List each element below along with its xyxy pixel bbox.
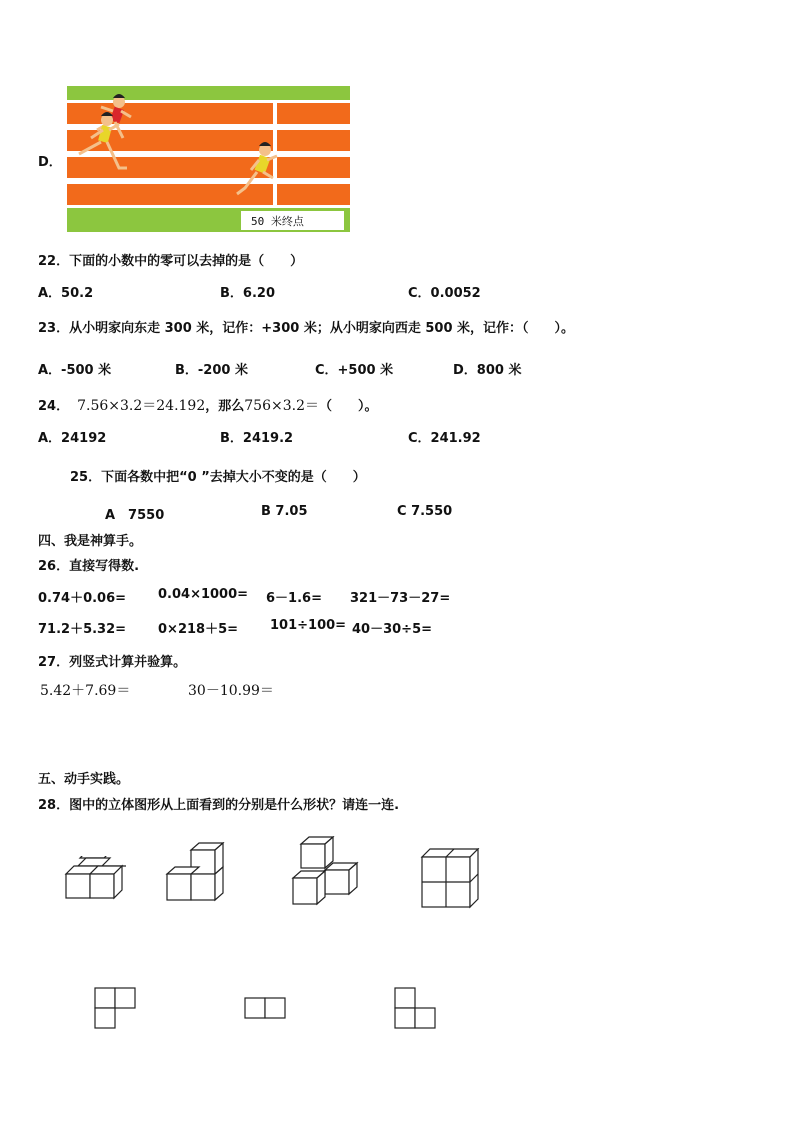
q23-option-b: B．-200 米 xyxy=(175,363,248,378)
q24-option-c: C．241.92 xyxy=(408,431,481,446)
q27-expression: 30－10.99＝ xyxy=(188,683,274,699)
q24-option-b: B．2419.2 xyxy=(220,431,294,446)
q24-middle-text: ，那么 xyxy=(205,399,245,414)
q25-option-a: A 7550 xyxy=(105,508,165,523)
q25-option-b: B 7.05 xyxy=(261,504,308,519)
question-28-stem: 28．图中的立体图形从上面看到的分别是什么形状？请连一连. xyxy=(38,798,400,813)
q26-item: 71.2＋5.32= xyxy=(38,622,127,637)
top-view-shape-3 xyxy=(394,987,436,1029)
q23-option-a: A．-500 米 xyxy=(38,363,112,378)
q26-item: 0.04×1000= xyxy=(158,587,249,602)
running-track-image xyxy=(67,86,350,232)
q26-item: 6－1.6= xyxy=(266,591,322,606)
solid-figure-4 xyxy=(420,848,484,910)
section-4-title: 四、我是神算手。 xyxy=(38,534,143,549)
q24-number: 24． xyxy=(38,399,70,414)
top-view-shape-2 xyxy=(244,997,286,1019)
section-5-title: 五、动手实践。 xyxy=(38,772,130,787)
q26-item: 101÷100= xyxy=(270,618,347,633)
q24-blank: （ ）。 xyxy=(318,399,378,414)
q24-option-a: A．24192 xyxy=(38,431,107,446)
q26-item: 321－73－27= xyxy=(350,591,451,606)
q22-option-a: A．50.2 xyxy=(38,286,94,301)
q26-item: 40－30÷5= xyxy=(352,622,433,637)
track-caption: 50 米终点 xyxy=(251,215,304,228)
solid-figure-2 xyxy=(165,842,227,904)
question-26-stem: 26．直接写得数. xyxy=(38,559,140,574)
q23-option-c: C．+500 米 xyxy=(315,363,394,378)
solid-figure-3 xyxy=(291,836,361,906)
q22-option-b: B．6.20 xyxy=(220,286,275,301)
q27-expression: 5.42＋7.69＝ xyxy=(40,683,131,699)
q26-item: 0.74＋0.06= xyxy=(38,591,127,606)
question-24-stem xyxy=(38,395,378,415)
question-25-stem: 25．下面各数中把“0 ”去掉大小不变的是（ ） xyxy=(70,470,366,485)
q25-option-c: C 7.550 xyxy=(397,504,453,519)
question-22-stem: 22．下面的小数中的零可以去掉的是（ ） xyxy=(38,254,304,269)
q24-expression-1: 7.56×3.2＝24.192 xyxy=(77,398,206,414)
q22-option-c: C．0.0052 xyxy=(408,286,481,301)
q26-item: 0×218＋5= xyxy=(158,622,239,637)
solid-figure-1 xyxy=(64,856,128,900)
top-view-shape-1 xyxy=(94,987,136,1029)
option-d-label: D． xyxy=(38,155,62,170)
question-23-stem: 23．从小明家向东走 300 米，记作：+300 米；从小明家向西走 500 米，记作：（ ）。 xyxy=(38,321,575,336)
q24-expression-2: 756×3.2＝ xyxy=(244,398,319,414)
q23-option-d: D．800 米 xyxy=(453,363,522,378)
question-27-stem: 27．列竖式计算并验算。 xyxy=(38,655,187,670)
